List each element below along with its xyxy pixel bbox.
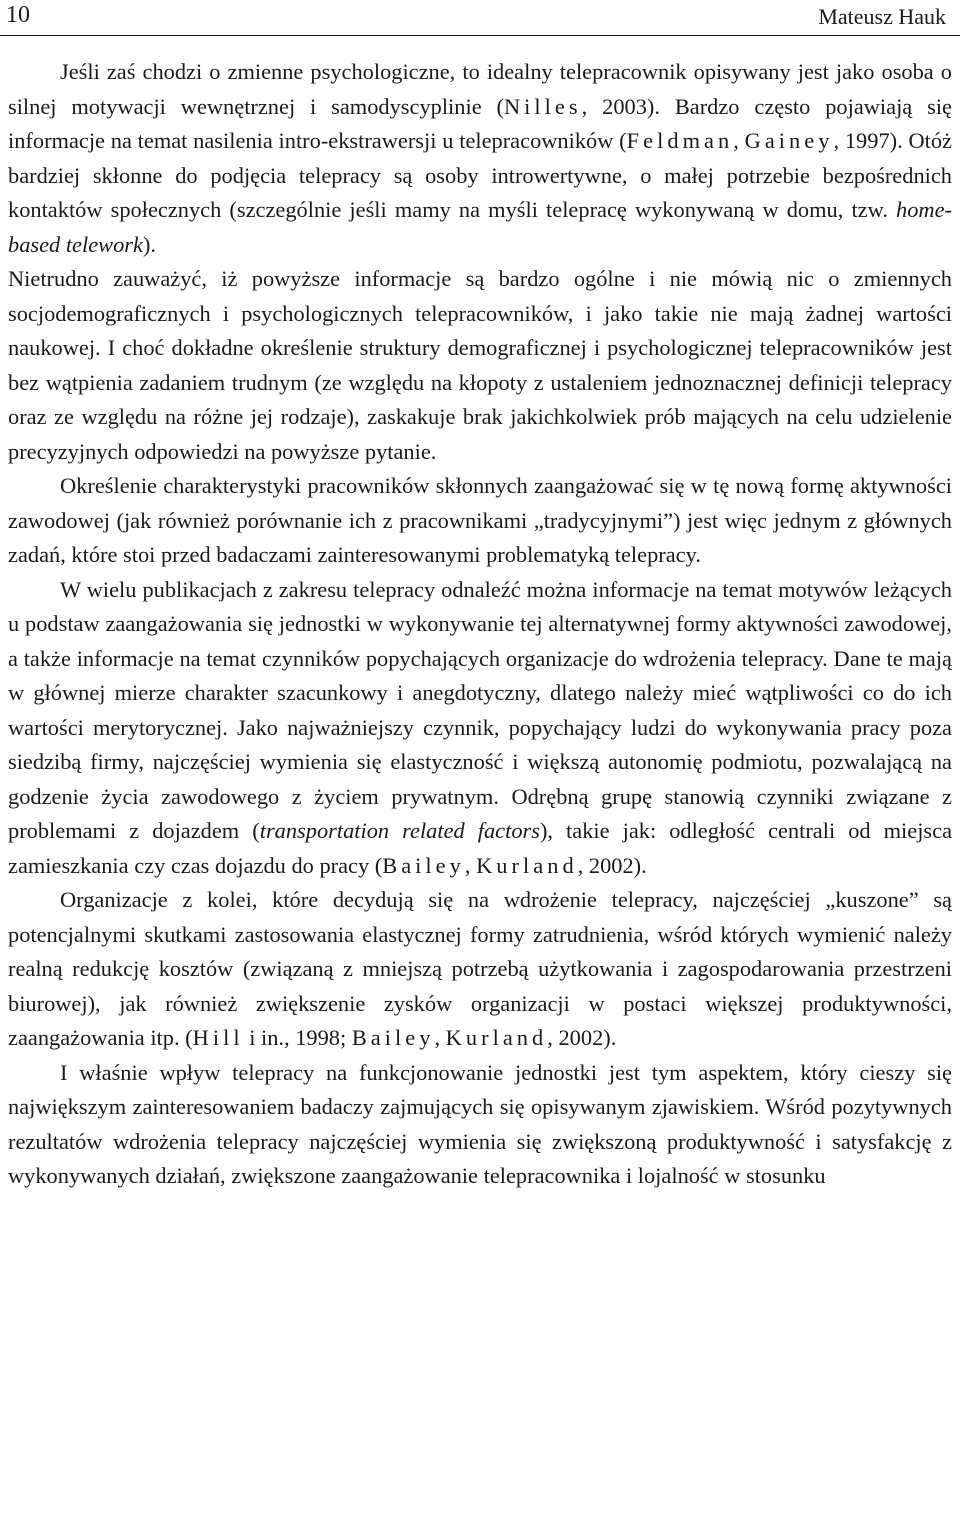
paragraph-3: Określenie charakterystyki pracowników skłonnych zaangażować się w tę nową formę aktywności zawodowej (jak również porównanie ich z pracownikami „tradycyjnymi”) jest więc jednym z głównych zadań, które stoi przed badaczami zainteresowanymi problematyką telepracy. xyxy=(8,473,952,567)
text-run: , 2003). Bardzo często pojawiają się informacje na temat nasilenia intro-ekstrawersji u telepracowników ( xyxy=(8,93,952,153)
text-run: , 2002). xyxy=(547,1025,617,1050)
paragraph-1 xyxy=(8,55,952,262)
text-run: , 2002). xyxy=(577,852,647,878)
citation-author: Bailey xyxy=(351,1025,435,1050)
text-run: ). xyxy=(142,231,156,257)
citation-author: Kurland xyxy=(476,852,578,878)
paragraph-6: I właśnie wpływ telepracy na funkcjonowanie jednostki jest tym aspektem, który cieszy się największym zainteresowaniem badaczy zajmujących się opisywanym zjawiskiem. Wśród pozytywnych rezultatów wdrożenia telepracy najczęściej wymienia się zwiększoną produktywność i satysfakcję z wykonywanych działań, zwiększone zaangażowanie telepracownika i lojalność w stosunku xyxy=(8,1059,952,1188)
citation-author: Gainey xyxy=(744,128,834,153)
citation-author: Bailey xyxy=(382,852,465,878)
citation-author: Hill xyxy=(192,1025,244,1050)
citation-author: Nilles xyxy=(503,93,582,119)
running-header xyxy=(6,0,946,36)
citation-author: Kurland xyxy=(445,1025,548,1050)
running-header-author: Mateusz Hauk xyxy=(818,4,946,29)
body-text xyxy=(8,55,952,1194)
text-run: ), takie jak: odległość centrali od miejsca zamieszkania czy czas dojazdu do pracy ( xyxy=(8,818,953,878)
text-run: Organizacje z kolei, które decydują się na wdrożenie telepracy, najczęściej „kuszone” są potencjalnymi skutkami zastosowania elastycznej formy zatrudnienia, wśród których wymienić należy realną redukcję kosztów (związaną z mniejszą potrzebą użytkowania i zagospodarowania przestrzeni biurowej), jak również zwiększenie zysków organizacji w postaci większej produktywności, zaangażowania itp. ( xyxy=(8,887,952,1050)
paragraph-5 xyxy=(8,883,952,1056)
header-rule xyxy=(0,35,960,36)
text-run: i in., 1998; xyxy=(243,1025,352,1050)
text-run: Jeśli zaś chodzi o zmienne psychologiczne, to idealny telepracownik opisywany jest jako osoba o silnej motywacji wewnętrznej i samodyscyplinie ( xyxy=(8,59,952,119)
paragraph-2: Nietrudno zauważyć, iż powyższe informacje są bardzo ogólne i nie mówią nic o zmiennych socjodemograficznych i psychologicznych telepracowników, i jako takie nie mają żadnej wartości naukowej. I choć dokładne określenie struktury demograficznej i psychologicznej telepracowników jest bez wątpienia zadaniem trudnym (ze względu na kłopoty z ustaleniem jednoznacznej definicji telepracy oraz ze względu na różne jej rodzaje), zaskakuje brak jakichkolwiek prób mających na celu udzielenie precyzyjnych odpowiedzi na powyższe pytanie. xyxy=(8,266,952,464)
text-run: , xyxy=(464,852,477,878)
page-number: 10 xyxy=(6,2,30,28)
paragraph-4 xyxy=(8,573,952,884)
text-run: , xyxy=(434,1025,446,1050)
citation-author: Feldman xyxy=(626,128,734,153)
italic-term: transportation related factors xyxy=(259,818,540,843)
text-run: , 1997). Otóż bardziej skłonne do podjęcia telepracy są osoby introwertywne, o małej potrzebie bezpośrednich kontaktów społecznych (szczególnie jeśli mamy na myśli telepracę wykonywaną w domu, tzw. xyxy=(8,128,952,222)
text-run: W wielu publikacjach z zakresu telepracy odnaleźć można informacje na temat motywów leżących u podstaw zaangażowania się jednostki w wykonywanie tej alternatywnej formy aktywności zawodowej, a także informacje na temat czynników popychających organizacje do wdrożenia telepracy. Dane te mają w głównej mierze charakter szacunkowy i anegdotyczny, dlatego należy mieć wątpliwości co do ich wartości merytorycznej. Jako najważniejszy czynnik, popychający ludzi do wykonywania pracy poza siedzibą firmy, najczęściej wymienia się elastyczność i większą autonomię podmiotu, pozwalającą na godzenie życia zawodowego z życiem prywatnym. Odrębną grupę stanowią czynniki związane z problemami z dojazdem ( xyxy=(8,576,952,843)
text-run: , xyxy=(733,128,745,153)
italic-term: home-based telework xyxy=(8,197,952,257)
